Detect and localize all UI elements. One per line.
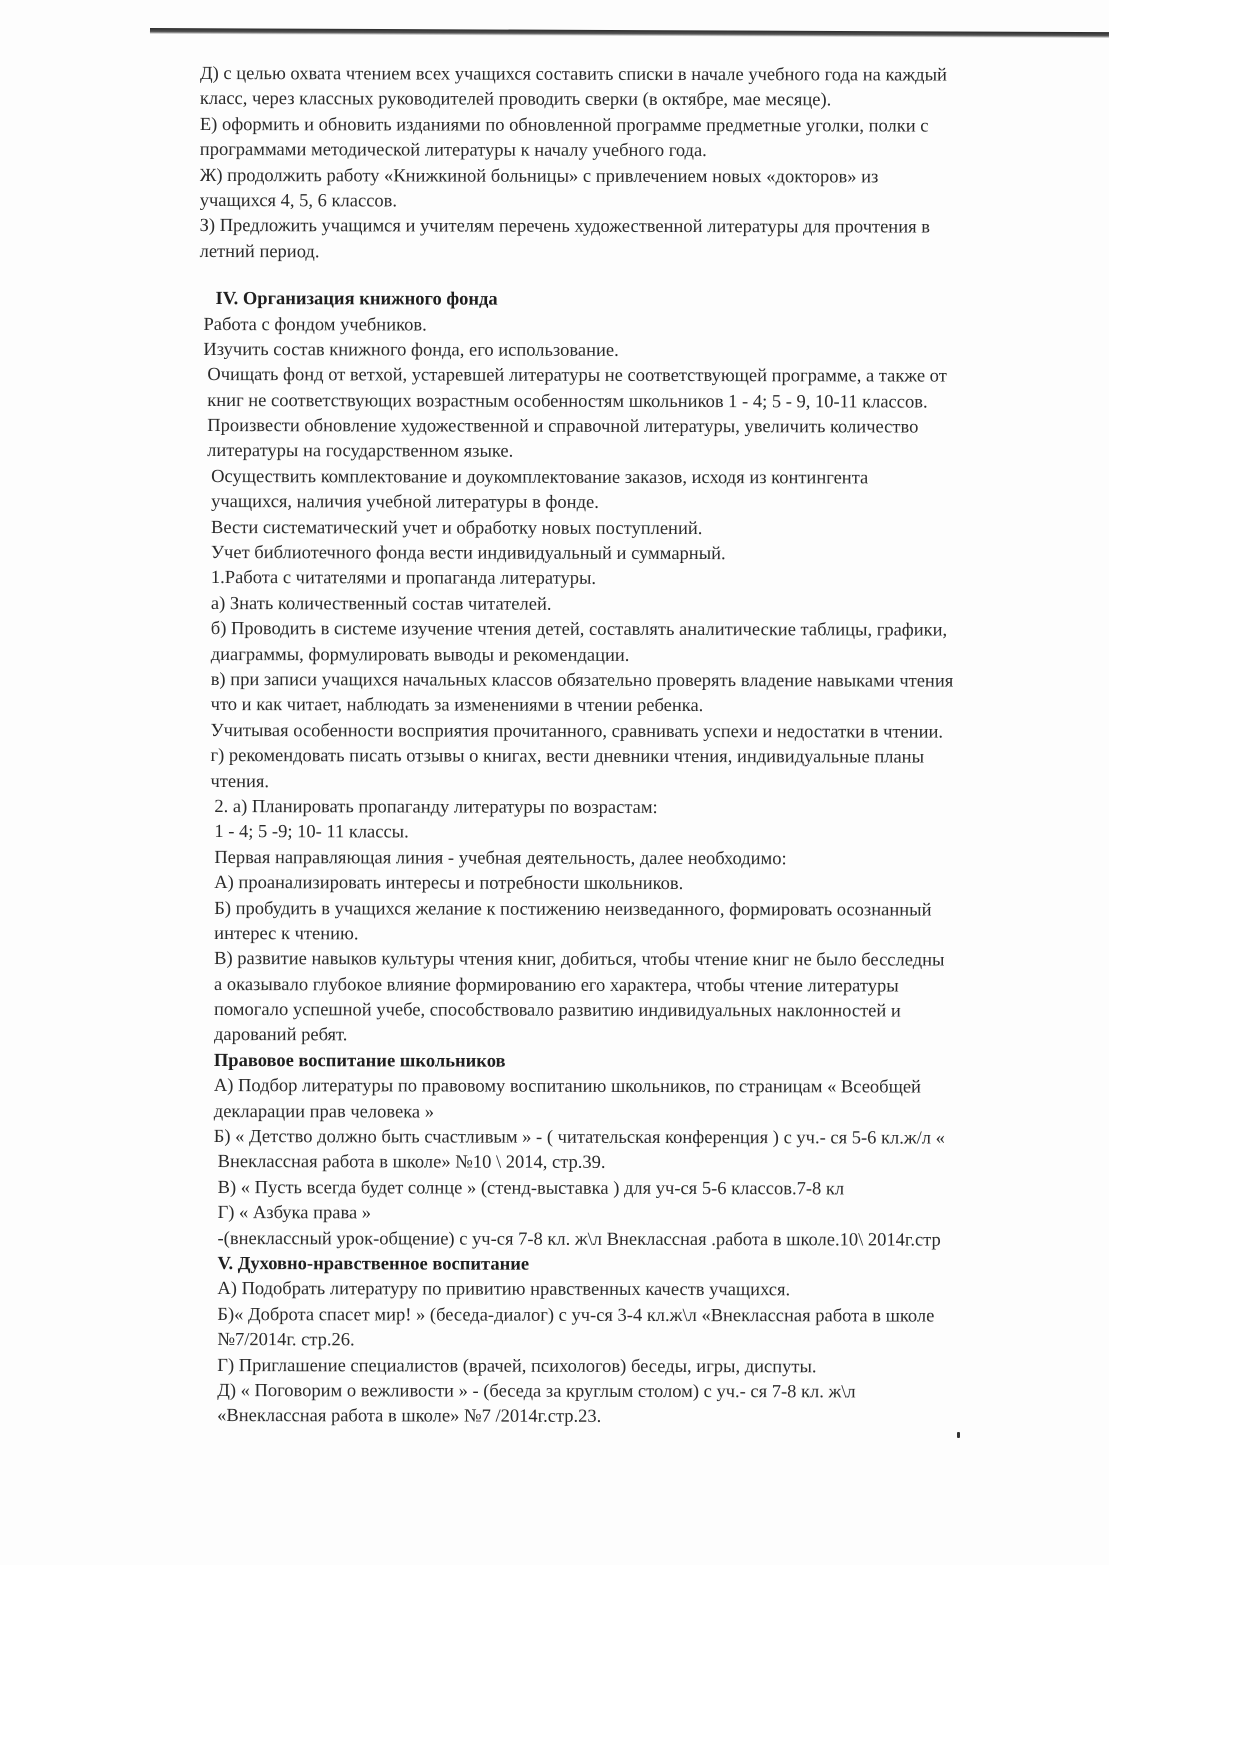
section-heading-v: V. Духовно-нравственное воспитание [217,1254,530,1275]
text-line: учащихся 4, 5, 6 классов. [199,190,398,212]
ink-speck [957,1432,960,1438]
text-line: Произвести обновление художественной и справочной литературы, увеличить количество [207,416,919,438]
text-line: Учитывая особенности восприятия прочитанного, сравнивать успехи и недостатки в чтении. [210,720,944,743]
text-line: декларации прав человека » [213,1101,435,1123]
text-line: что и как читает, наблюдать за изменениями в чтении ребенка. [210,695,704,717]
text-line: Осуществить комплектование и доукомплектование заказов, исходя из контингента [211,466,869,489]
text-line: класс, через классных руководителей проводить сверки (в октябре, мае месяце). [199,89,832,111]
text-line: Учет библиотечного фонда вести индивидуальный и суммарный. [210,543,726,565]
text-line: Е) оформить и обновить изданиями по обновленной программе предметные уголки, полки с [199,114,929,137]
text-line: а) Знать количественный состав читателей. [210,593,552,615]
scan-edge-shadow [150,28,1109,38]
text-line: г) рекомендовать писать отзывы о книгах, вести дневники чтения, индивидуальные планы [210,746,925,768]
text-line: помогало успешной учебе, способствовало развитию индивидуальных наклонностей и [213,1000,901,1022]
text-line: З) Предложить учащимся и учителям перечень художественной литературы для прочтения в [199,216,931,238]
text-line: диаграммы, формулировать выводы и рекомендации. [210,644,630,666]
text-line: Вести систематический учет и обработку новых поступлений. [211,517,703,539]
text-line: «Внеклассная работа в школе» №7 /2014г.стр.23. [217,1406,602,1428]
text-line: А) Подбор литературы по правовому воспитанию школьников, по страницам « Всеобщей [213,1076,921,1098]
text-line: Б)« Доброта спасет мир! » (беседа-диалог) с уч-ся 3-4 кл.ж\л «Внеклассная работа в школе [217,1304,935,1327]
text-line: В) « Пусть всегда будет солнце » (стенд-выставка ) для уч-ся 5-6 классов.7-8 кл [217,1177,845,1200]
document-body [197,62,1105,1432]
text-line: №7/2014г. стр.26. [217,1330,355,1351]
text-line: Д) с целью охвата чтением всех учащихся составить списки в начале учебного года на каждый [199,63,947,86]
text-line: А) Подобрать литературу по привитию нравственных качеств учащихся. [217,1279,791,1301]
text-line: а оказывало глубокое влияние формированию его характера, чтобы чтение литературы [214,974,899,997]
text-line: Ж) продолжить работу «Книжкиной больницы» с привлечением новых «докторов» из [199,165,879,187]
text-line: В) развитие навыков культуры чтения книг, добиться, чтобы чтение книг не было бесследны [214,949,945,971]
section-heading-legal: Правовое воспитание школьников [213,1050,506,1072]
text-line: Изучить состав книжного фонда, его использование. [203,339,619,361]
text-line: летний период. [199,241,320,262]
text-line: б) Проводить в системе изучение чтения детей, составлять аналитические таблицы, графики, [210,619,948,641]
text-line: -(внеклассный урок-общение) с уч-ся 7-8 кл. ж\л Внеклассная .работа в школе.10\ 2014г.стр [217,1228,941,1251]
text-line: Д) « Поговорим о вежливости » - (беседа за круглым столом) с уч.- ся 7-8 кл. ж\л [217,1380,856,1403]
text-line: Г) Приглашение специалистов (врачей, психологов) беседы, игры, диспуты. [217,1355,817,1377]
text-line: литературы на государственном языке. [207,441,514,463]
text-line: Внеклассная работа в школе» №10 \ 2014, стр.39. [217,1152,606,1174]
text-line: Очищать фонд от ветхой, устаревшей литературы не соответствующей программе, а также от [207,365,947,387]
text-line: Б) « Детство должно быть счастливым » - ( читательская конференция ) с уч.- ся 5-6 кл.ж/л « [213,1127,945,1149]
text-line: книг не соответствующих возрастным особенностям школьников 1 - 4; 5 - 9, 10-11 классов. [207,390,928,413]
section-heading-iv: IV. Организация книжного фонда [215,289,498,310]
text-line: Первая направляющая линия - учебная деятельность, далее необходимо: [214,847,787,869]
text-line: А) проанализировать интересы и потребности школьников. [214,873,684,895]
text-line: 1 - 4; 5 -9; 10- 11 классы. [214,822,409,843]
text-line: Г) « Азбука права » [217,1203,372,1224]
text-line: учащихся, наличия учебной литературы в фонде. [211,492,599,514]
text-line: в) при записи учащихся начальных классов обязательно проверять владение навыками чтения [210,670,954,692]
text-line: дарований ребят. [213,1025,348,1046]
text-line: Работа с фондом учебников. [203,314,427,335]
text-line: чтения. [210,771,270,792]
paragraph-gap [200,265,1105,289]
text-line: Б) пробудить в учащихся желание к постижению неизведанного, формировать осознанный [214,898,932,921]
text-line: программами методической литературы к началу учебного года. [199,140,707,162]
text-line: 1.Работа с читателями и пропаганда литературы. [210,568,597,590]
text-line: 2. а) Планировать пропаганду литературы по возрастам: [214,796,658,818]
text-line: интерес к чтению. [214,923,359,945]
